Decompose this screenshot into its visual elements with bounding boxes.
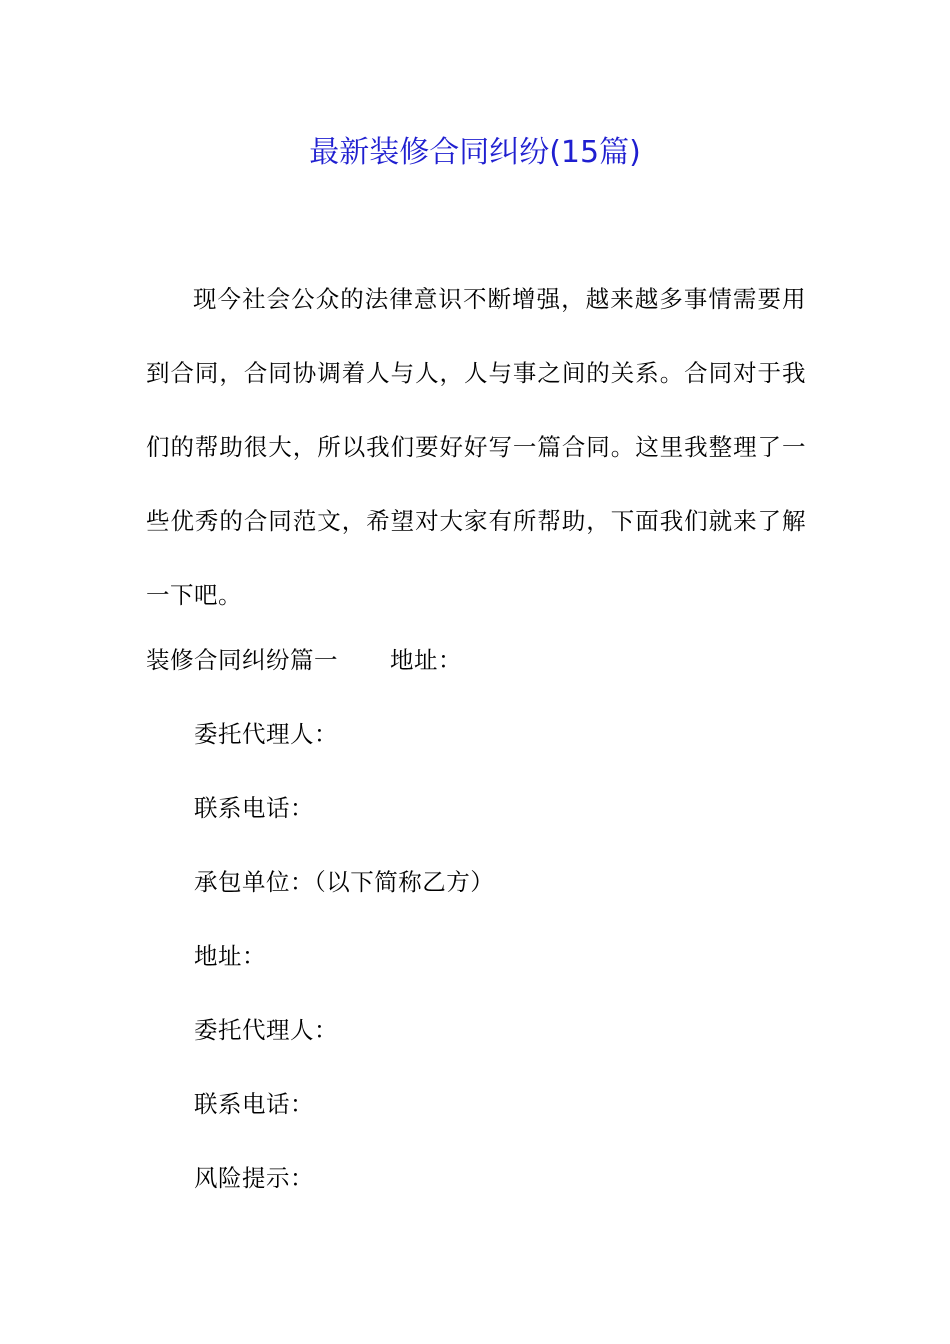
agent-field-label: 委托代理人： — [194, 720, 338, 748]
address-field-label: 地址： — [390, 646, 462, 674]
risk-notice-label: 风险提示： — [194, 1164, 314, 1192]
phone-field-label: 联系电话： — [194, 794, 314, 822]
document-title: 最新装修合同纠纷(15篇) — [309, 135, 641, 170]
section-heading-line — [146, 640, 462, 680]
contractor-phone-field-label: 联系电话： — [194, 1090, 314, 1118]
intro-paragraph: 现今社会公众的法律意识不断增强，越来越多事情需要用到合同，合同协调着人与人，人与事之间的关系。合同对于我们的帮助很大，所以我们要好好写一篇合同。这里我整理了一些优秀的合同范文，希望对大家有所帮助，下面我们就来了解一下吧。 — [146, 285, 806, 609]
section-heading: 装修合同纠纷篇一 — [146, 646, 338, 674]
contractor-address-field-label: 地址： — [194, 942, 266, 970]
contractor-field-label: 承包单位：（以下简称乙方） — [194, 868, 495, 896]
contractor-agent-field-label: 委托代理人： — [194, 1016, 338, 1044]
